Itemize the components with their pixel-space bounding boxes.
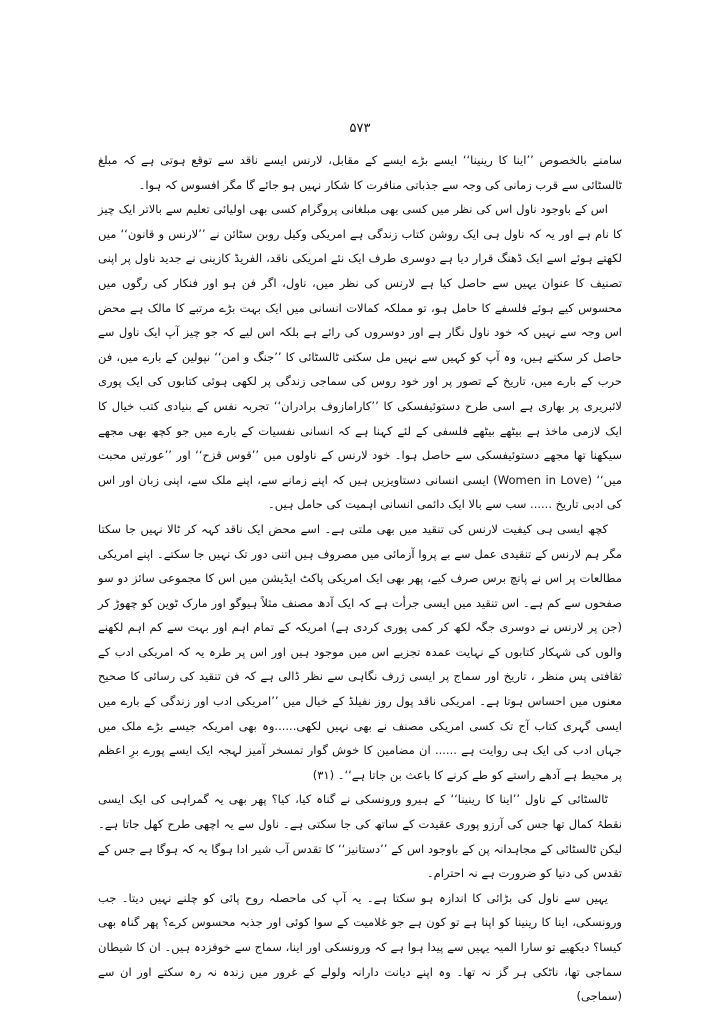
- paragraph: یہیں سے ناول کی بڑائی کا اندازہ ہو سکتا ہے۔ یہ آپ کی ماحصلہ روح پائی کو چلنے نہیں دیتا۔ جب ورونسکی، اینا کا رینینا کو اپنا ہے تو کون ہے جو غلامیت کے سوا کوئی اور جذبہ محسوس کرے؟ پھر گناہ بھی کیسا؟ دیکھیے تو سارا المیہ یہیں سے پیدا ہوا ہے کہ ورونسکی اور اینا، سماج سے خوفزدہ ہیں۔ ان کا شیطان سماجی تھا، ناٹکی ہر گز نہ تھا۔ وہ اپنے دیانت دارانہ ولولے کے غرور میں زندہ نہ رہ سکتے اور ان سے (سماجی): [98, 890, 622, 1004]
- page-number: ۵۷۳: [349, 121, 371, 136]
- body-text: [98, 148, 622, 1009]
- paragraph-continuation: سامنے بالخصوص ’’اینا کا رینینا‘‘ ایسے بڑے ایسے کے مقابل، لارنس ایسے ناقد سے توقع ہوتی ہے کہ مبلغ ٹالسٹائی سے قرب زمانی کی وجہ سے جذباتی منافرت کا شکار نہیں ہو جائے گا مگر افسوس کہ ہوا۔: [98, 153, 622, 192]
- paragraph: اس کے باوجود ناول اس کی نظر میں کسی بھی مبلغانی پروگرام کسی بھی اولیائی تعلیم سے بالاتر ایک چیز کا نام ہے اور یہ کہ ناول ہی ایک روشن کتاب زندگی ہے امریکی وکیل روبن سٹائن نے ’’لارنس و قانون‘‘ میں لکھتے ہوئے اسے ایک ڈھنگ قرار دیا ہے دوسری طرف ایک نئے امریکی ناقد، الفریڈ کازینی نے جدید ناول پر اپنی تصنیف کا عنوان یہیں سے حاصل کیا ہے لارنس کی نظر میں، ناول، اگر فن ہو اور فنکار کی رگوں میں محسوس کیے ہوئے فلسفے کا حامل ہو، تو مملکہ کمالات انسانی میں ایک بہت بڑے مرتبے کا مالک ہے محض اس وجہ سے نہیں کہ خود ناول نگار ہے اور دوسروں کی رائے ہے بلکہ اس لیے کہ جو چیز آپ ایک ناول سے حاصل کر سکتے ہیں، وہ آپ کو کہیں سے نہیں مل سکتی ٹالسٹائی کا ’’جنگ و امن‘‘ نپولین کے بارے میں، فن حرب کے بارے میں، تاریخ کے تصور پر اور خود روس کی سماجی زندگی پر لکھی ہوئی کتابوں کی ایک پوری لائبریری پر بھاری ہے اسی طرح دستوئیفسکی کا ’’کارامازوف برادران‘‘ تجربہ نفس کے بنیادی کتب خیال کا ایک لازمی ماخذ ہے بیٹھے بیٹھے فلسفی کے لئے کہنا ہے کہ انسانی نفسیات کے بارے میں جو کچھ بھی مجھے سیکھنا تھا مجھے دستوئیفسکی سے حاصل ہوا۔ خود لارنس کے ناولوں میں ’’قوس قزح‘‘ اور ’’عورتیں محبت میں‘‘ (Women in Love) ایسی انسانی دستاویزیں ہیں کہ اپنے زمانے سے، اپنے ملک سے، اپنی زبان اور اس کی ادبی تاریخ ...... سب سے بالا ایک دائمی انسانی اہمیت کی حامل ہیں۔: [98, 202, 623, 512]
- paragraph: کچھ ایسی ہی کیفیت لارنس کی تنقید میں بھی ملتی ہے۔ اسے محض ایک ناقد کہہ کر ٹالا نہیں جا سکتا مگر ہم لارنس کے تنقیدی عمل سے بے پروا آزمائی میں مصروف ہیں اتنی دور تک نہیں جا سکتے۔ اپنے امریکی مطالعات پر اس نے پانچ برس صرف کیے، پھر بھی ایک امریکی پاکٹ ایڈیشن میں اس کا مجموعی سائز دو سو صفحوں سے کم ہے۔ اس تنقید میں ایسی جرأت ہے کہ ایک آدھ مصنف مثلاً ہیوگو اور مارک ٹوین کو چھوڑ کر (جن پر لارنس نے دوسری جگہ لکھ کر کمی پوری کردی ہے) امریکہ کے تمام اہم اور بہت سے کم اہم لکھنے والوں کی شہکار کتابوں کے نہایت عمدہ تجزیے اس میں موجود ہیں اور اس پر طرہ یہ کہ امریکی ادب کے ثقافتی پس منظر ، تاریخ اور سماج پر ایسی ژرف نگاہی سے نظر ڈالی ہے کہ فن تنقید کی رسائی کا صحیح معنوں میں احساس ہوتا ہے۔ امریکی ناقد پول روز نفیلڈ کے خیال میں ’’امریکی ادب اور زندگی کے بارے میں ایسی گہری کتاب آج تک کسی امریکی مصنف نے بھی نہیں لکھی......وہ بھی امریکہ جیسے بڑے ملک میں جہاں ادب کی ایک ہی روایت ہے ...... ان مضامین کا خوش گوار تمسخر آمیز لہجہ ایک ایسے پورے برِ اعظم پر محیط ہے آدھے راستے کو طے کرنے کا باعث بن جاتا ہے‘‘۔ (۳۱): [98, 521, 622, 782]
- paragraph: ٹالسٹائی کے ناول ’’اینا کا رینینا‘‘ کے ہیرو ورونسکی نے گناہ کیا، کیا؟ پھر بھی یہ گمراہی کی ایک ایسی نقطۂ کمال تھا جس کی آرزو پوری عقیدت کے ساتھ کی جا سکتی ہے۔ ناول سے یہ اچھی طرح کھل جاتا ہے۔ لیکن ٹالسٹائی کے مجاہدانہ پن کے باوجود اس کے ’’دستانیز‘‘ کا تقدس آب شیر ادا ہوگا یہ کہ ہوگا ہے جس کے تقدس کی دنیا کو ضرورت ہے نہ احترام۔: [98, 792, 622, 881]
